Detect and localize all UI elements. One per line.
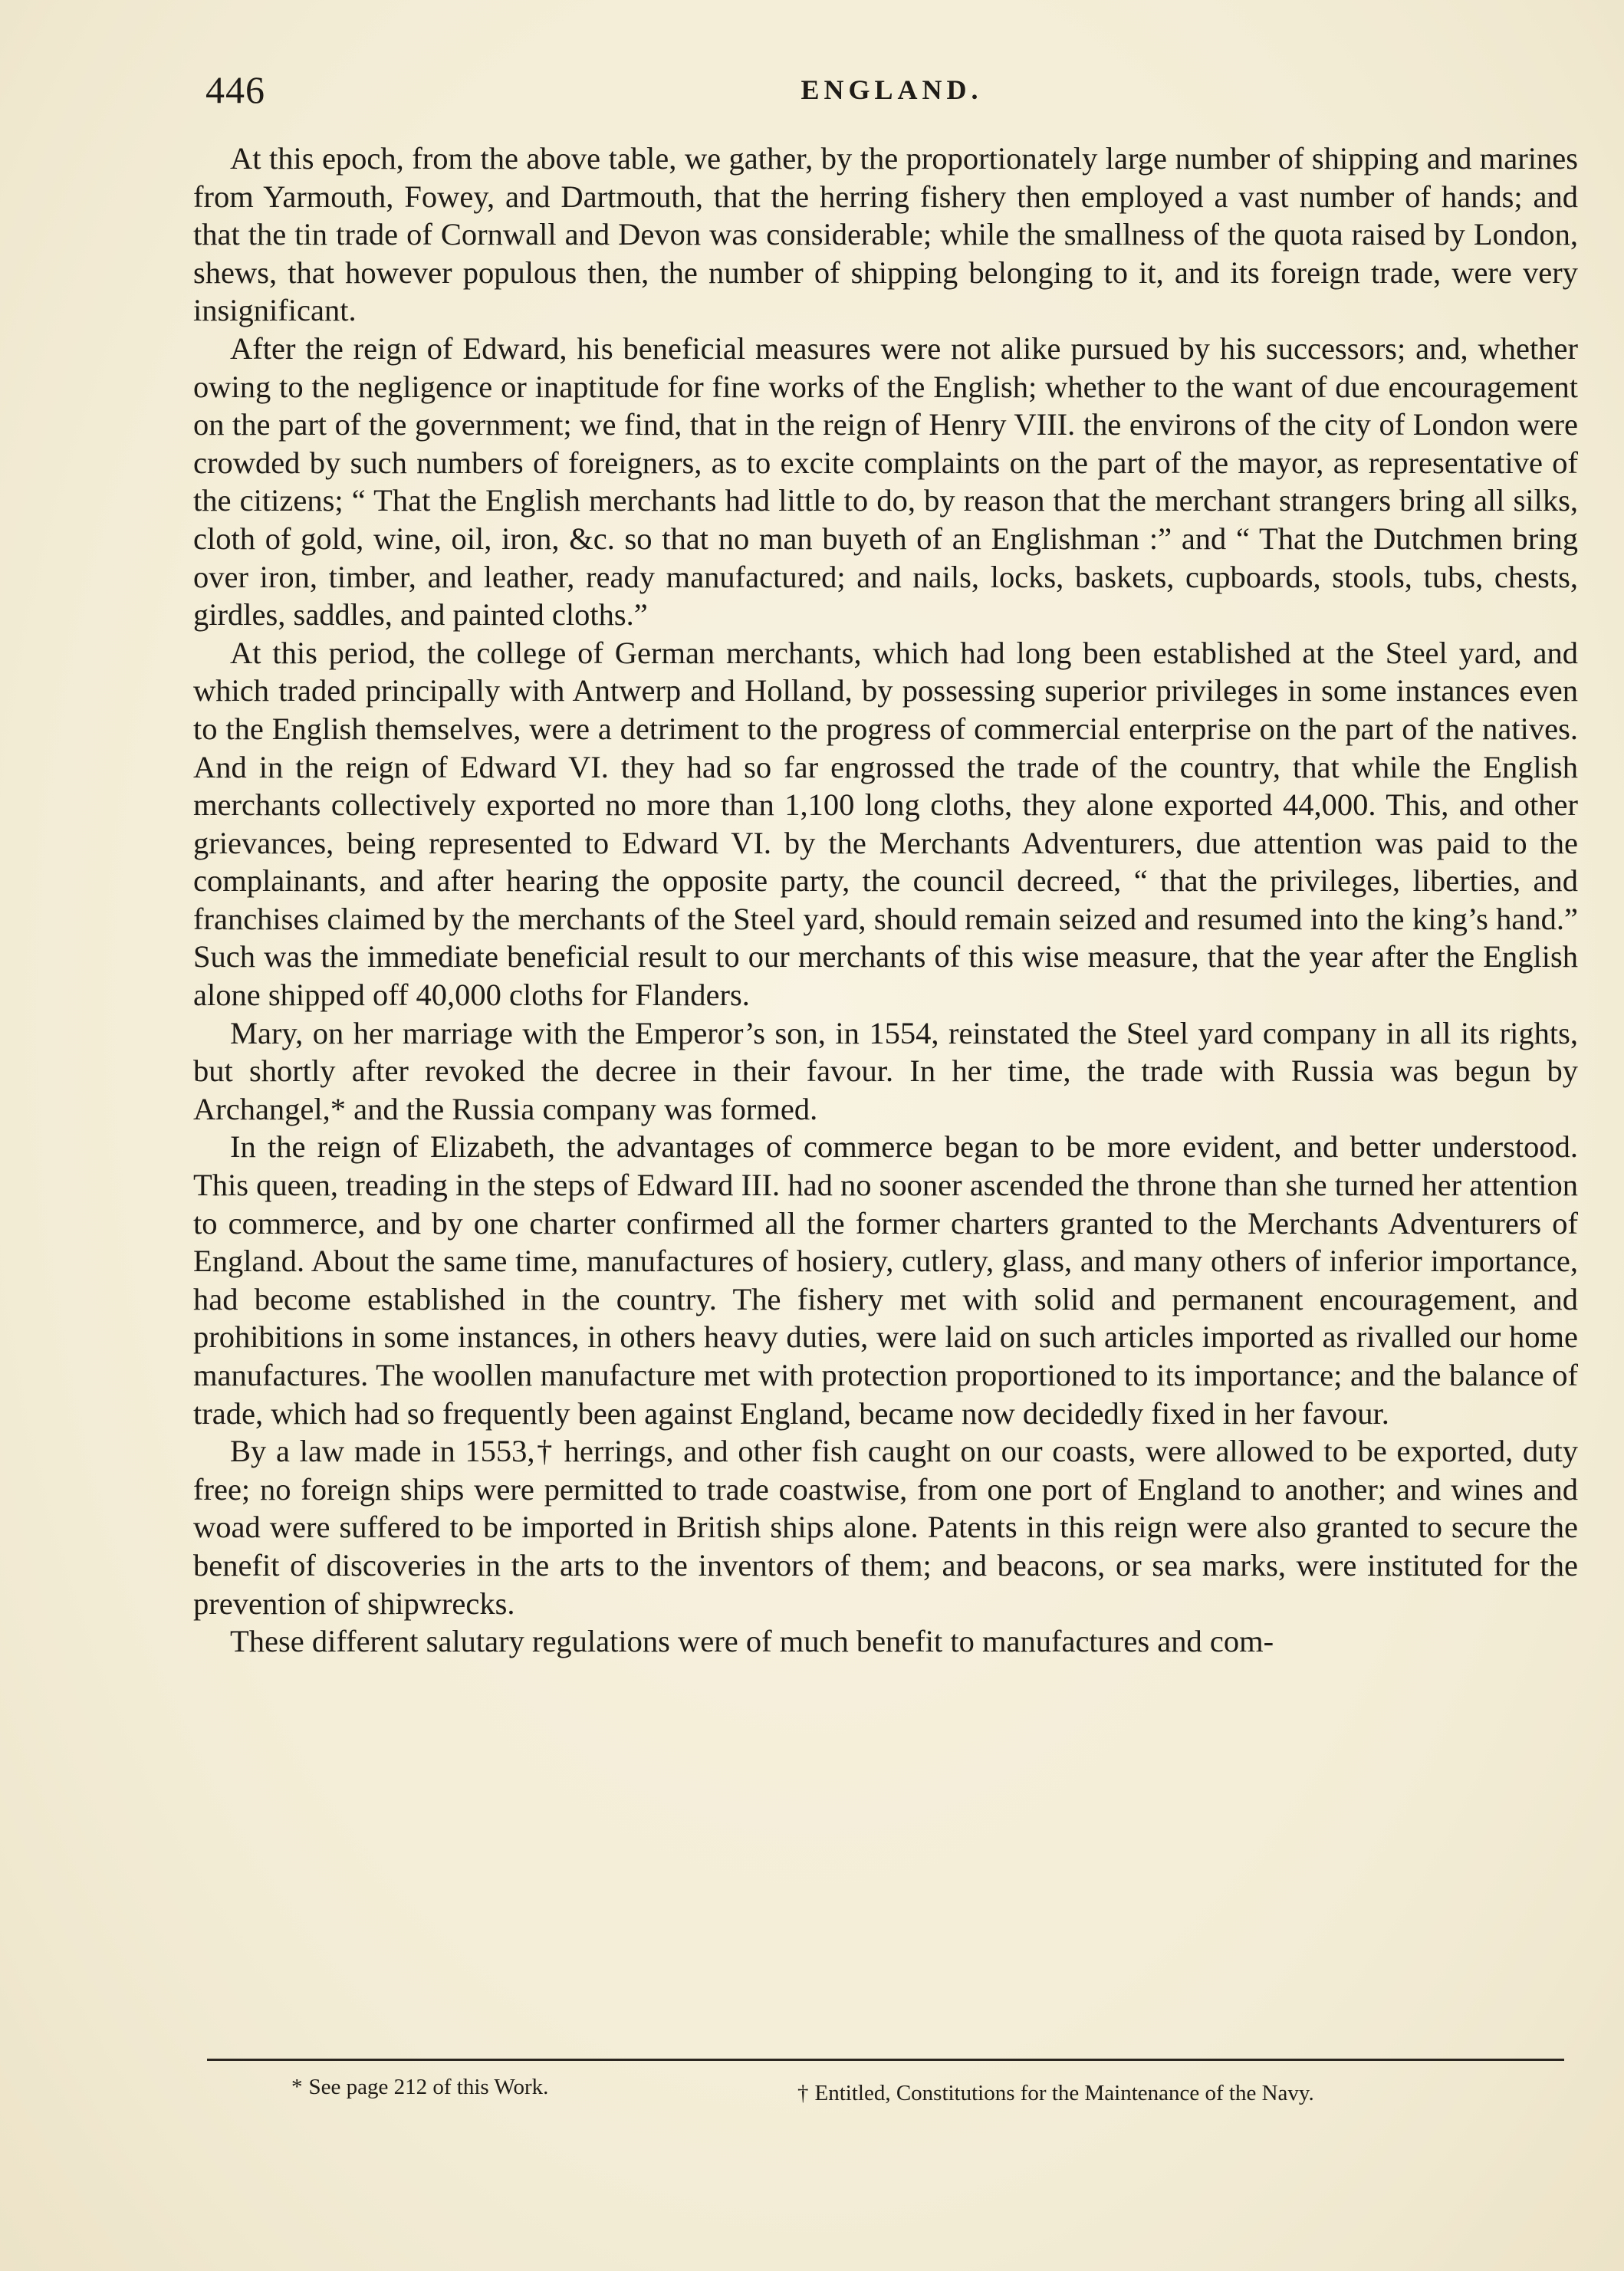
paragraph-6: By a law made in 1553,† herrings, and other fish caught on our coasts, were allowed to be exported, duty free; no foreign ships were permitted to trade coastwise, from one port of England to another; and wines and woad were suffered to be imported in British ships alone. Patents in this reign were also granted to secure the benefit of discoveries in the arts to the inventors of them; and beacons, or sea marks, were instituted for the prevention of shipwrecks. — [193, 1434, 1578, 1621]
footnote-rule — [207, 2059, 1564, 2061]
footnote-2 — [797, 2081, 1314, 2106]
paragraph-7: These different salutary regulations were of much benefit to manufactures and com- — [230, 1624, 1274, 1659]
paragraph-5: In the reign of Elizabeth, the advantages of commerce began to be more evident, and better understood. This queen, treading in the steps of Edward III. had no sooner ascended the throne than she turned her attention to commerce, and by one charter confirmed all the former charters granted to the Merchants Adventurers of England. About the same time, manufactures of hosiery, cutlery, glass, and many others of inferior importance, had become established in the country. The fishery met with solid and permanent encouragement, and prohibitions in some instances, in others heavy duties, were laid on such articles imported as rivalled our home manufactures. The woollen manufacture met with protection proportioned to its importance; and the balance of trade, which had so frequently been against England, became now decidedly fixed in her favour. — [193, 1129, 1578, 1431]
running-title: ENGLAND. — [800, 74, 983, 105]
running-head — [205, 67, 1578, 113]
footnote-1 — [291, 2075, 548, 2100]
paragraph-3: At this period, the college of German merchants, which had long been established at the Steel yard, and which traded principally with Antwerp and Holland, by possessing superior privileges in some instances even to the English themselves, were a detriment to the progress of commercial enterprise on the part of the natives. And in the reign of Edward VI. they had so far engrossed the trade of the country, that while the English merchants collectively exported no more than 1,100 long cloths, they alone exported 44,000. This, and other grievances, being represented to Edward VI. by the Merchants Adventurers, due attention was paid to the complainants, and after hearing the opposite party, the council decreed, “ that the privileges, liberties, and franchises claimed by the merchants of the Steel yard, should remain seized and resumed into the king’s hand.” Such was the immediate beneficial result to our merchants of this wise measure, that the year after the English alone shipped off 40,000 cloths for Flanders. — [193, 635, 1578, 1013]
footnote-1-mark: * — [291, 2075, 303, 2099]
footnotes — [291, 2075, 1564, 2113]
paragraph-4: Mary, on her marriage with the Emperor’s son, in 1554, reinstated the Steel yard company in all its rights, but shortly after revoked the decree in their favour. In her time, the trade with Russia was begun by Archangel,* and the Russia company was formed. — [193, 1015, 1578, 1126]
footnote-1-text: See page 212 of this Work. — [308, 2075, 549, 2099]
footnote-2-mark: † — [797, 2081, 809, 2105]
body-text — [193, 140, 1578, 1661]
page-number: 446 — [205, 68, 265, 111]
paragraph-1: At this epoch, from the above table, we gather, by the proportionately large number of shipping and marines from Yarmouth, Fowey, and Dartmouth, that the herring fishery then employed a vast number of hands; and that the tin trade of Cornwall and Devon was considerable; while the smallness of the quota raised by London, shews, that however populous then, the number of shipping belonging to it, and its foreign trade, were very insignificant. — [193, 141, 1578, 328]
footnote-2-text: Entitled, Constitutions for the Maintenance of the Navy. — [814, 2081, 1314, 2105]
paragraph-2: After the reign of Edward, his beneficial measures were not alike pursued by his successors; and, whether owing to the negligence or inaptitude for fine works of the English; whether to the want of due encouragement on the part of the government; we find, that in the reign of Henry VIII. the environs of the city of London were crowded by such numbers of foreigners, as to excite complaints on the part of the mayor, as representative of the citizens; “ That the English merchants had little to do, by reason that the merchant strangers bring all silks, cloth of gold, wine, oil, iron, &c. so that no man buyeth of an Englishman :” and “ That the Dutchmen bring over iron, timber, and leather, ready manufactured; and nails, locks, baskets, cupboards, stools, tubs, chests, girdles, saddles, and painted cloths.” — [193, 330, 1578, 633]
